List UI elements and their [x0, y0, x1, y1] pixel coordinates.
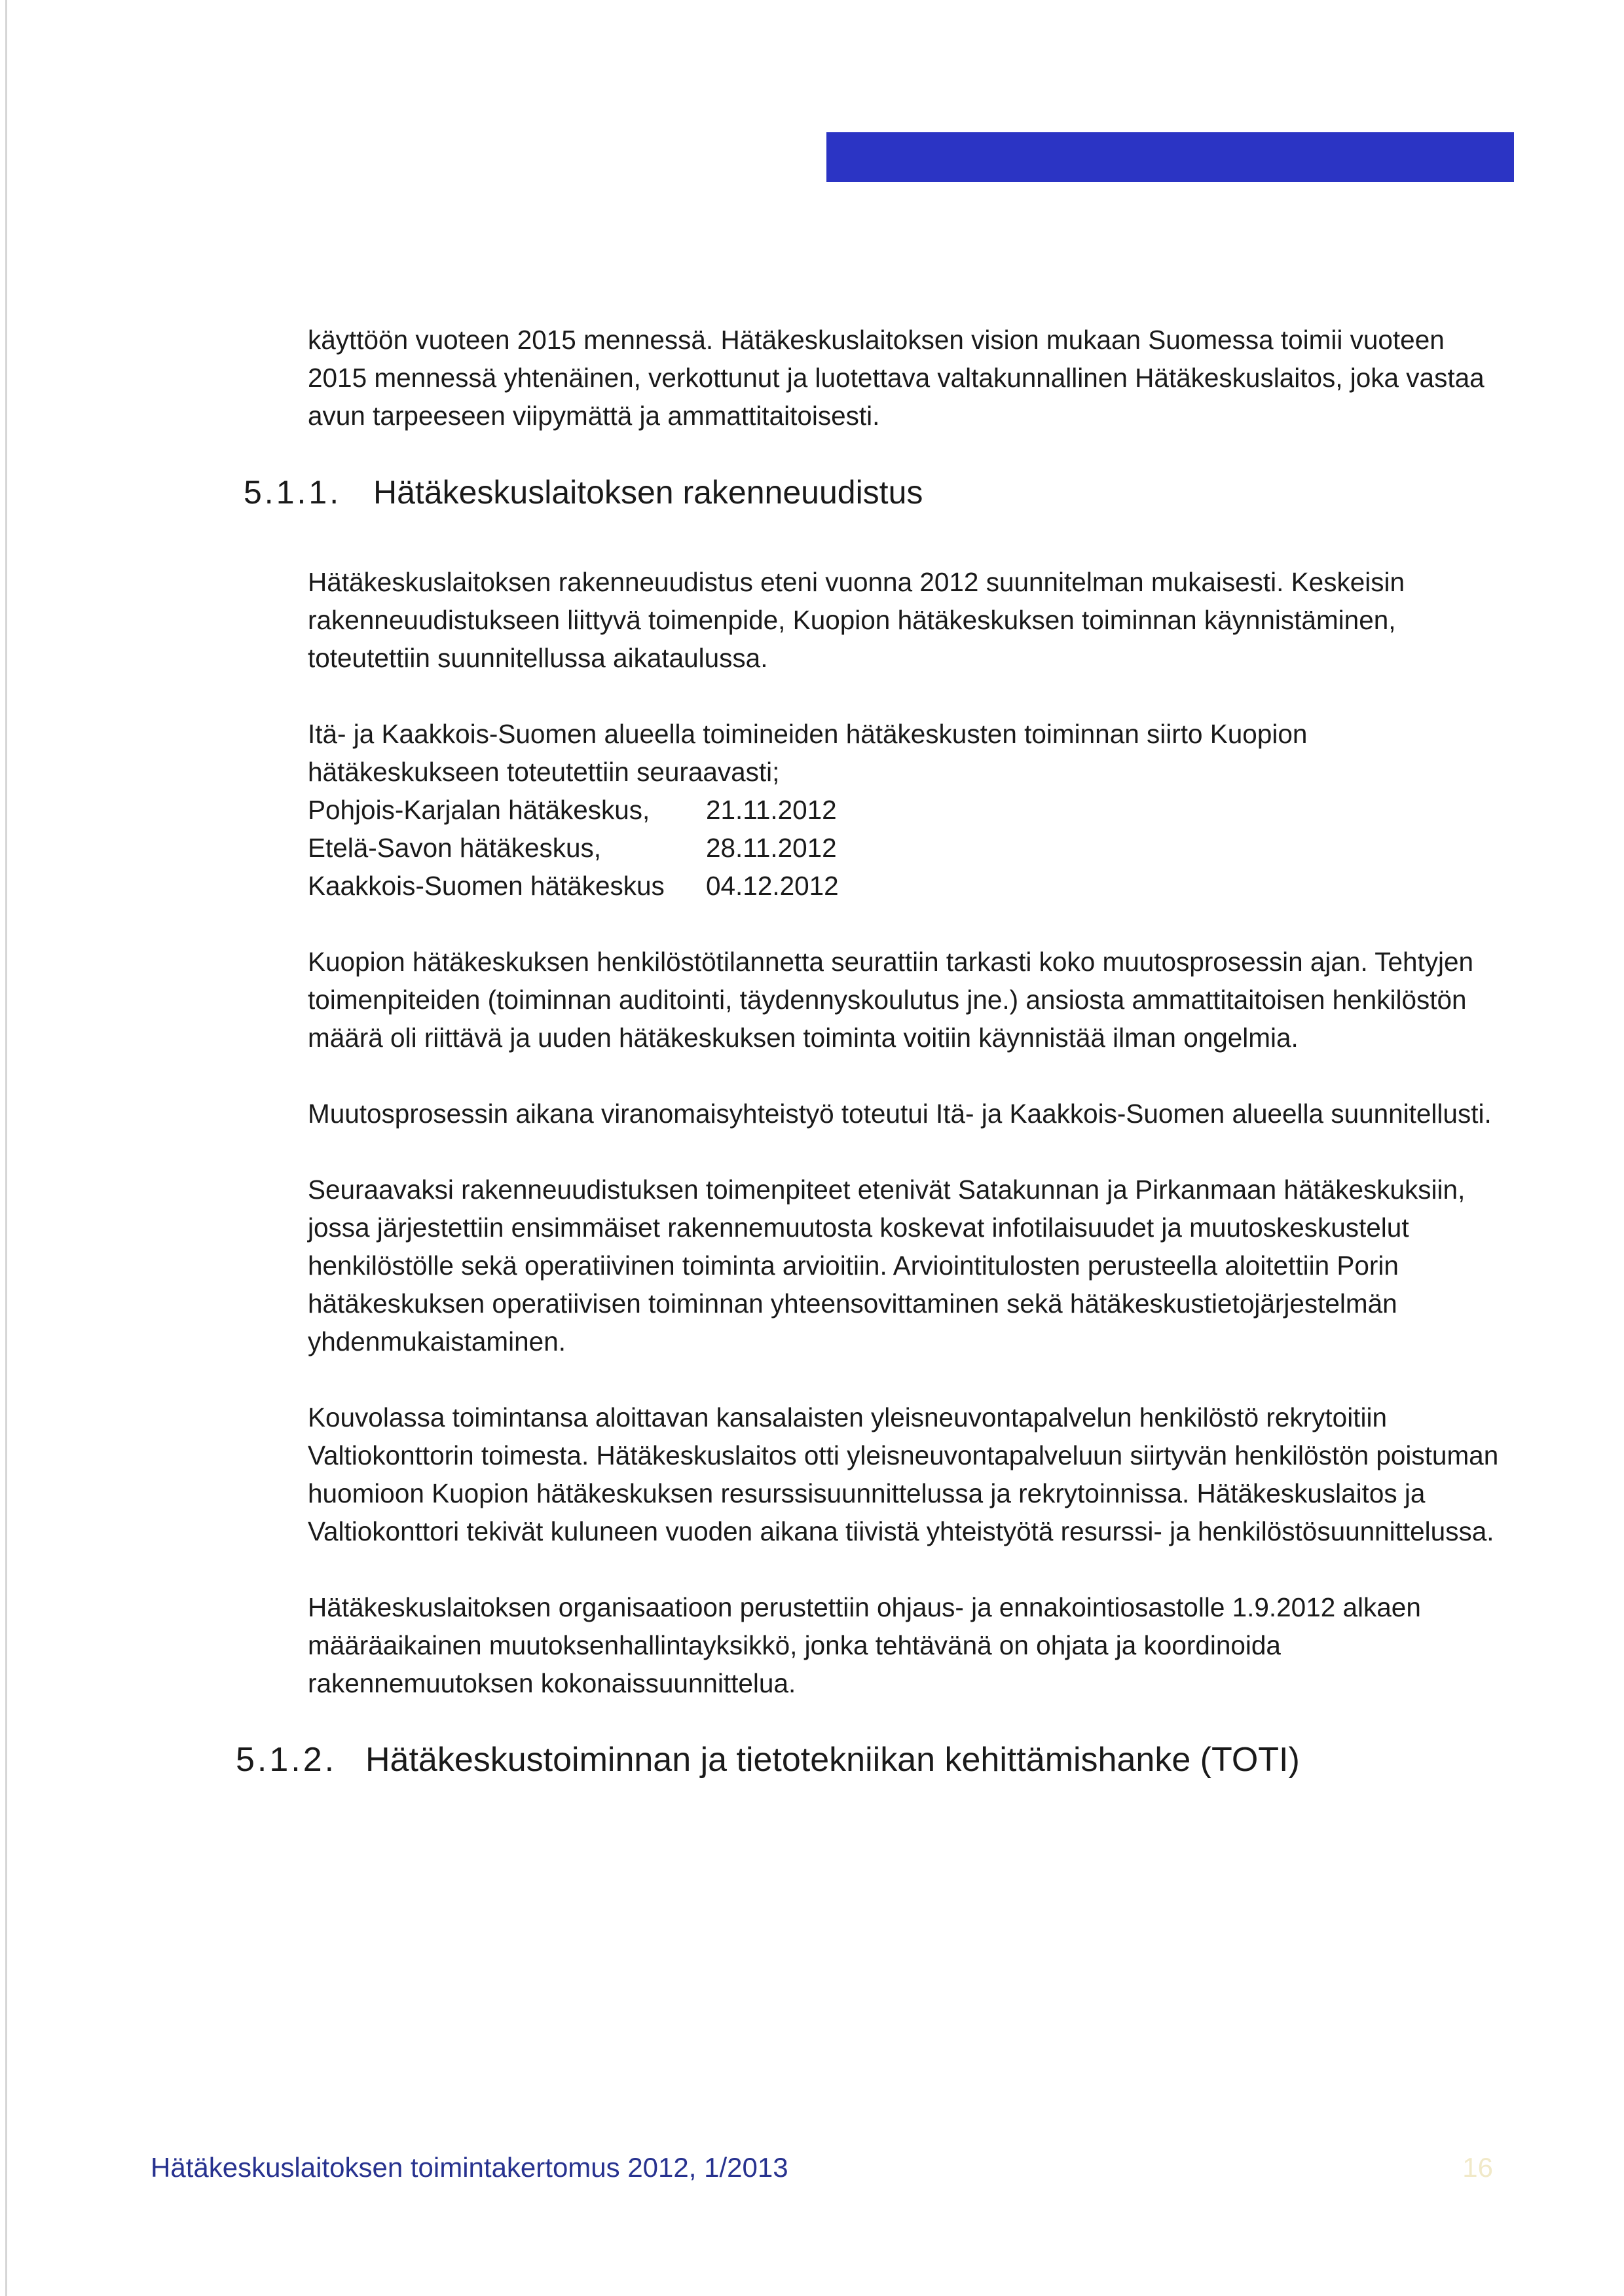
paragraph-next-steps: Seuraavaksi rakenneuudistuksen toimenpiteet etenivät Satakunnan ja Pirkanmaan hätäkeskuksiin, jossa järjestettiin ensimmäiset rakennemuutosta koskevat infotilaisuudet ja muutoskeskustelut henkilöstölle sekä operatiivinen toiminta arvioitiin. Arviointitulosten perusteella aloitettiin Porin hätäkeskuksen operatiivisen toiminnan yhteensovittaminen sekä hätäkeskustietojärjestelmän yhdenmukaistaminen. [308, 1175, 1466, 1357]
transfer-list [308, 791, 1506, 905]
list-item [308, 829, 1506, 867]
footer-title: Hätäkeskuslaitoksen toimintakertomus 2012, 1/2013 [151, 2152, 788, 2183]
section-heading-5-1-1 [244, 473, 1506, 512]
paragraph-transfer-intro: Itä- ja Kaakkois-Suomen alueella toimineiden hätäkeskusten toiminnan siirto Kuopion hätäkeskukseen toteutettiin seuraavasti; [308, 719, 1308, 787]
paragraph-authority-cooperation: Muutosprosessin aikana viranomaisyhteistyö toteutui Itä- ja Kaakkois-Suomen alueella suunnitellusti. [308, 1099, 1492, 1129]
header-color-bar [826, 132, 1514, 182]
transfer-date: 28.11.2012 [706, 833, 837, 863]
page-number: 16 [1462, 2152, 1493, 2183]
section-number: 5.1.1. [244, 474, 342, 511]
paragraph-kouvola-service: Kouvolassa toimintansa aloittavan kansalaisten yleisneuvontapalvelun henkilöstö rekrytoitiin Valtiokonttorin toimesta. Hätäkeskuslaitos otti yleisneuvontapalveluun siirtyvän henkilöstön poistuman huomioon Kuopion hätäkeskuksen resurssisuunnittelussa ja rekrytoinnissa. Hätäkeskuslaitos ja Valtiokonttori tekivät kuluneen vuoden aikana tiivistä yhteistyötä resurssi- ja henkilöstösuunnittelussa. [308, 1402, 1499, 1546]
list-item [308, 791, 1506, 829]
intro-paragraph: käyttöön vuoteen 2015 mennessä. Hätäkeskuslaitoksen vision mukaan Suomessa toimii vuoteen 2015 mennessä yhtenäinen, verkottunut ja luotettava valtakunnallinen Hätäkeskuslaitos, joka vastaa avun tarpeeseen viipymättä ja ammattitaitoisesti. [308, 325, 1485, 431]
transfer-date: 04.12.2012 [706, 871, 839, 901]
list-item [308, 867, 1506, 905]
emergency-centre-name: Pohjois-Karjalan hätäkeskus, [308, 795, 650, 825]
paragraph-reform-progress: Hätäkeskuslaitoksen rakenneuudistus eteni vuonna 2012 suunnitelman mukaisesti. Keskeisin rakenneuudistukseen liittyvä toimenpide, Kuopion hätäkeskuksen toiminnan käynnistäminen, toteutettiin suunnitellussa aikataulussa. [308, 567, 1405, 673]
section-number: 5.1.2. [236, 1741, 337, 1779]
scan-edge-line [5, 0, 7, 2296]
document-body [236, 321, 1506, 1779]
paragraph-organisation: Hätäkeskuslaitoksen organisaatioon perustettiin ohjaus- ja ennakointiosastolle 1.9.2012 alkaen määräaikainen muutoksenhallintayksikkö, jonka tehtävänä on ohjata ja koordinoida rakennemuutoksen kokonaissuunnittelua. [308, 1592, 1421, 1698]
section-heading-5-1-2 [236, 1740, 1506, 1779]
section-title: Hätäkeskuslaitoksen rakenneuudistus [373, 474, 923, 511]
paragraph-staff-situation: Kuopion hätäkeskuksen henkilöstötilannetta seurattiin tarkasti koko muutosprosessin ajan. Tehtyjen toimenpiteiden (toiminnan auditointi, täydennyskoulutus jne.) ansiosta ammattitaitoisen henkilöstön määrä oli riittävä ja uuden hätäkeskuksen toiminta voitiin käynnistää ilman ongelmia. [308, 947, 1474, 1053]
transfer-date: 21.11.2012 [706, 795, 837, 825]
emergency-centre-name: Kaakkois-Suomen hätäkeskus [308, 871, 665, 901]
section-title: Hätäkeskustoiminnan ja tietotekniikan kehittämishanke (TOTI) [365, 1741, 1300, 1779]
emergency-centre-name: Etelä-Savon hätäkeskus, [308, 833, 602, 863]
